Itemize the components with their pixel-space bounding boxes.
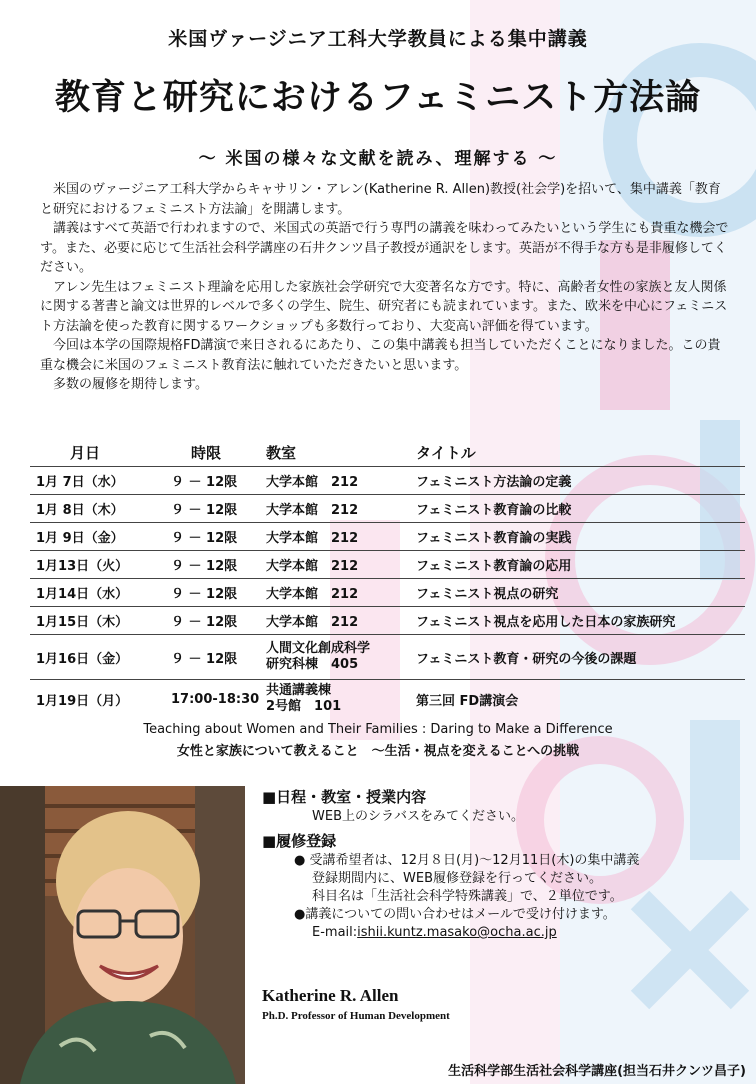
cell-date: 1月 8日（木） bbox=[30, 495, 165, 523]
column-header-date: 月日 bbox=[30, 438, 165, 467]
registration-info bbox=[262, 786, 742, 942]
intro-paragraph: 今回は本学の国際規格FD講演で来日されるにあたり、この集中講義も担当していただくことになりました。この貴重な機会に米国のフェミニスト教育法に触れていただきたいと思います。 bbox=[40, 338, 721, 373]
lecture-japanese-title: 女性と家族について教えること ～生活・視点を変えることへの挑戦 bbox=[176, 744, 580, 759]
cell-room: 大学本館 212 bbox=[260, 551, 410, 579]
cell-period: ９ － 12限 bbox=[165, 523, 260, 551]
table-row bbox=[30, 495, 745, 523]
header-tagline: ～ 米国の様々な文献を読み、理解する ～ bbox=[198, 149, 558, 169]
cell-room-line2: 2号館 101 bbox=[266, 699, 342, 714]
intro-text bbox=[40, 180, 730, 395]
table-row bbox=[30, 635, 745, 680]
table-row bbox=[30, 551, 745, 579]
cell-title: フェミニスト教育・研究の今後の課題 bbox=[410, 635, 745, 680]
cell-room-line1: 共通講義棟 bbox=[266, 683, 332, 698]
cell-room: 大学本館 212 bbox=[260, 523, 410, 551]
cell-room bbox=[260, 635, 410, 680]
cell-room: 大学本館 212 bbox=[260, 467, 410, 495]
registration-bullet-line: ● 受講希望者は、12月８日(月)～12月11日(木)の集中講義 bbox=[294, 853, 640, 868]
lecture-english-title: Teaching about Women and Their Families : Daring to Make a Difference bbox=[143, 722, 613, 737]
cell-date: 1月 7日（水） bbox=[30, 467, 165, 495]
intro-paragraph: 米国のヴァージニア工科大学からキャサリン・アレン(Katherine R. Allen)教授(社会学)を招いて、集中講義「教育と研究におけるフェミニスト方法論」を開講します。 bbox=[40, 182, 721, 217]
cell-date: 1月14日（水） bbox=[30, 579, 165, 607]
table-row bbox=[30, 680, 745, 719]
registration-heading: ■履修登録 bbox=[262, 832, 337, 850]
schedule-header-row bbox=[30, 438, 745, 467]
cell-date: 1月13日（火） bbox=[30, 551, 165, 579]
column-header-room: 教室 bbox=[260, 438, 410, 467]
cell-room-line1: 人間文化創成科学 bbox=[266, 641, 371, 656]
professor-photo bbox=[0, 786, 245, 1084]
intro-paragraph: 講義はすべて英語で行われますので、米国式の英語で行う専門の講義を味わってみたいという学生にも貴重な機会です。また、必要に応じて生活社会科学講座の石井クンツ昌子教授が通訳をします。英語が不得手な方も是非履修してください。 bbox=[40, 221, 729, 275]
cell-date: 1月15日（木） bbox=[30, 607, 165, 635]
inquiry-bullet-line: ●講義についての問い合わせはメールで受け付けます。 bbox=[294, 907, 616, 922]
cell-period: ９ － 12限 bbox=[165, 495, 260, 523]
table-row bbox=[30, 579, 745, 607]
cell-title: フェミニスト方法論の定義 bbox=[410, 467, 745, 495]
cell-period: ９ － 12限 bbox=[165, 551, 260, 579]
cell-date: 1月 9日（金） bbox=[30, 523, 165, 551]
table-row bbox=[30, 523, 745, 551]
cell-period: ９ － 12限 bbox=[165, 467, 260, 495]
cell-period: ９ － 12限 bbox=[165, 579, 260, 607]
table-row bbox=[30, 607, 745, 635]
cell-room-line2: 研究科棟 405 bbox=[266, 657, 359, 672]
organizer-footer: 生活科学部生活社会科学講座(担当石井クンツ昌子) bbox=[448, 1064, 746, 1079]
professor-title: Ph.D. Professor of Human Development bbox=[262, 1010, 450, 1022]
table-row bbox=[30, 467, 745, 495]
professor-name: Katherine R. Allen bbox=[262, 986, 399, 1005]
cell-period: 17:00-18:30 bbox=[171, 691, 260, 707]
cell-period: ９ － 12限 bbox=[165, 635, 260, 680]
column-header-title: タイトル bbox=[410, 438, 745, 467]
schedule-section-text: WEB上のシラバスをみてください。 bbox=[312, 809, 524, 824]
cell-title: フェミニスト教育論の比較 bbox=[410, 495, 745, 523]
cell-room bbox=[260, 680, 410, 719]
page-title: 教育と研究におけるフェミニスト方法論 bbox=[54, 78, 702, 118]
registration-bullet-line: 科目名は「生活社会科学特殊講義」で、２単位です。 bbox=[312, 889, 623, 904]
contact-email-line bbox=[312, 924, 742, 942]
cell-date: 1月19日（月） bbox=[36, 693, 129, 709]
cell-room: 大学本館 212 bbox=[260, 579, 410, 607]
header-subtitle: 米国ヴァージニア工科大学教員による集中講義 bbox=[168, 28, 588, 50]
intro-paragraph: アレン先生はフェミニスト理論を応用した家族社会学研究で大変著名な方です。特に、高齢者女性の家族と友人関係に関する著書と論文は世界的レベルで多くの学生、院生、研究者にも読まれています。また、欧米を中心にフェミニスト方法論を使った教育に関するワークショップも多数行っており、大変高い評価を得ています。 bbox=[40, 279, 728, 334]
cell-date: 1月16日（金） bbox=[30, 635, 165, 680]
cell-title: 第三回 FD講演会 bbox=[416, 693, 519, 709]
cell-room: 大学本館 212 bbox=[260, 607, 410, 635]
registration-bullet-line: 登録期間内に、WEB履修登録を行ってください。 bbox=[312, 871, 602, 886]
column-header-period: 時限 bbox=[165, 438, 260, 467]
cell-period: ９ － 12限 bbox=[165, 607, 260, 635]
cell-title: フェミニスト視点の研究 bbox=[410, 579, 745, 607]
cell-title: フェミニスト教育論の応用 bbox=[410, 551, 745, 579]
cell-room: 大学本館 212 bbox=[260, 495, 410, 523]
cell-title: フェミニスト視点を応用した日本の家族研究 bbox=[410, 607, 745, 635]
email-label: E-mail: bbox=[312, 925, 358, 940]
intro-paragraph: 多数の履修を期待します。 bbox=[53, 377, 208, 392]
contact-email-link[interactable]: ishii.kuntz.masako@ocha.ac.jp bbox=[357, 925, 557, 940]
schedule-section-heading: ■日程・教室・授業内容 bbox=[262, 788, 427, 806]
schedule-table bbox=[30, 438, 745, 718]
cell-title: フェミニスト教育論の実践 bbox=[410, 523, 745, 551]
